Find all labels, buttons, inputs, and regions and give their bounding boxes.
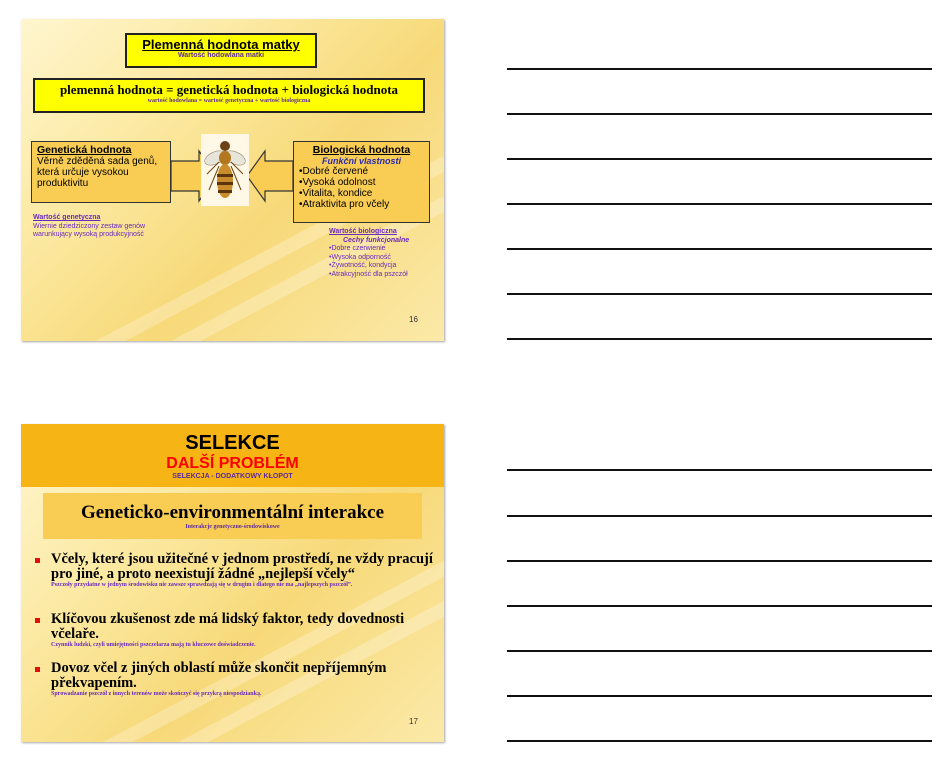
note-line [507, 338, 932, 340]
bullet-translation: Sprowadzanie pszczół z innych terenów może skończyć się przykrą niespodzianką. [51, 691, 262, 697]
note-line [507, 740, 932, 742]
bullet-item [35, 661, 435, 698]
biological-translation-heading: Wartość biologiczna [329, 228, 397, 235]
page-number: 16 [409, 315, 418, 324]
bullet-item [35, 552, 435, 589]
note-line [507, 469, 932, 471]
note-line [507, 158, 932, 160]
genetic-value-translation [33, 214, 163, 240]
slide-17 [21, 424, 444, 742]
slide-title-translation: SELEKCJA - DODATKOWY KŁOPOT [172, 473, 293, 480]
bullet-text: Včely, které jsou užitečné v jednom prostředí, ne vždy pracují pro jiné, a proto neexistují žádné „nejlepší včely“ [51, 551, 433, 582]
formula-text: plemenná hodnota = genetická hodnota + biologická hodnota [59, 82, 399, 97]
note-line [507, 68, 932, 70]
slide-title: Plemenná hodnota matky [142, 37, 300, 52]
biological-item: •Dobré červené [299, 166, 369, 177]
note-line [507, 203, 932, 205]
note-line [507, 695, 932, 697]
bullet-marker [35, 618, 40, 623]
note-line [507, 113, 932, 115]
slide-header [21, 424, 444, 487]
genetic-value-box [31, 141, 171, 203]
genetic-translation-text: Wiernie dziedziczony zestaw genów warunkujący wysoką produkcyjność [33, 222, 146, 238]
bullet-translation: Pszczoły przydatne w jednym środowisku nie zawsze sprawdzają się w drugim i dlatego nie ma „najlepszych pszczół”. [51, 582, 353, 588]
biological-value-subheading: Funkční vlastnosti [321, 156, 401, 166]
slide-16 [21, 19, 444, 341]
subtitle-box [43, 493, 422, 539]
left-arrow-shape [247, 151, 293, 201]
genetic-translation-heading: Wartość genetyczna [33, 214, 101, 221]
biological-item: •Atraktivita pro včely [299, 199, 390, 210]
slide-title: SELEKCE [185, 432, 280, 454]
bullet-translation: Czynnik ludzki, czyli umiejętności pszczelarza mają tu kluczowe doświadczenie. [51, 642, 256, 648]
bullet-marker [35, 667, 40, 672]
biological-translation-item: •Atrakcyjność dla pszczół [329, 270, 408, 278]
formula-translation: wartość hodowlana = wartość genetyczna + wartość biologiczna [147, 98, 311, 104]
slide-title-box [125, 33, 317, 68]
bullet-item [35, 612, 435, 649]
biological-translation-item: •Wysoka odporność [329, 253, 391, 261]
biological-translation-item: •Dobre czerwienie [329, 245, 386, 252]
note-line [507, 515, 932, 517]
biological-item: •Vysoká odolnost [299, 177, 376, 188]
note-line [507, 293, 932, 295]
formula-box [33, 78, 425, 113]
biological-translation-item: •Żywotność, kondycja [329, 262, 397, 269]
biological-value-box [293, 141, 430, 223]
note-line [507, 560, 932, 562]
bullet-text: Dovoz včel z jiných oblastí může skončit nepříjemným překvapením. [51, 660, 387, 691]
biological-item: •Vitalita, kondice [299, 188, 373, 199]
genetic-value-heading: Genetická hodnota [37, 144, 132, 156]
slide-title-red: DALŠÍ PROBLÉM [166, 455, 299, 472]
slide-title-translation: Wartość hodowlana matki [177, 52, 265, 59]
bullet-marker [35, 558, 40, 563]
subtitle-translation: Interakcje genetyczno-środowiskowe [185, 524, 280, 530]
bullet-text: Klíčovou zkušenost zde má lidský faktor, tedy dovednosti včelaře. [51, 611, 405, 642]
note-line [507, 650, 932, 652]
biological-translation-subheading: Cechy funkcjonalne [343, 236, 410, 244]
biological-value-heading: Biologická hodnota [312, 144, 411, 156]
bee-icon [201, 134, 249, 206]
note-line [507, 248, 932, 250]
note-line [507, 605, 932, 607]
genetic-value-text: Věrně zděděná sada genů, která určuje vysokou produktivitu [37, 156, 158, 189]
biological-value-translation [329, 228, 439, 279]
subtitle: Geneticko-environmentální interakce [80, 502, 385, 523]
page-number: 17 [409, 717, 418, 726]
